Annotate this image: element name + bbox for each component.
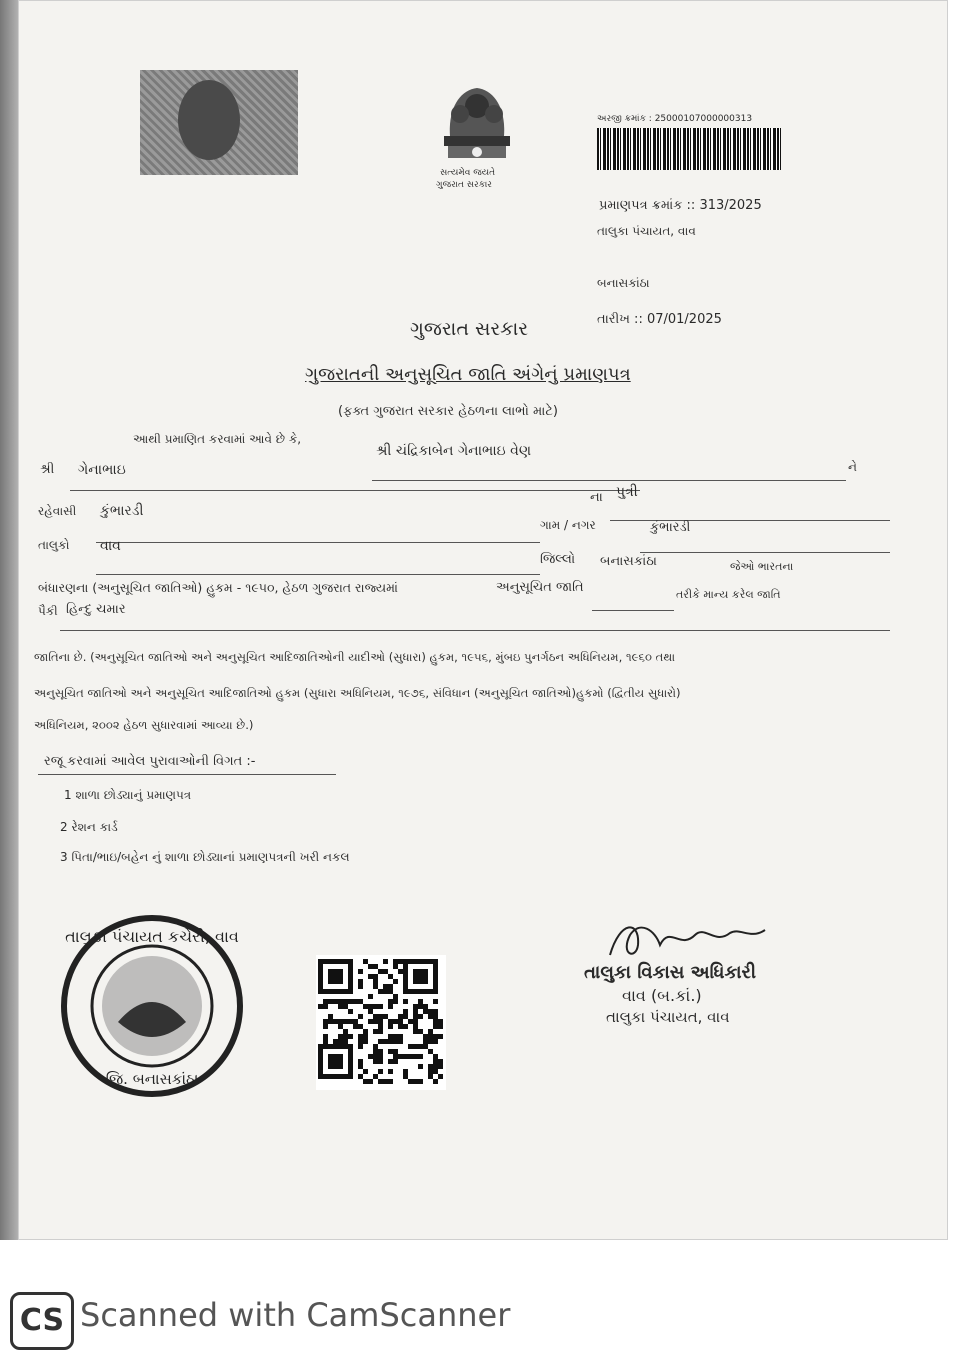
emblem-caption-1: સત્યમેવ જયતે [440, 168, 496, 178]
qr-module [378, 1069, 383, 1074]
evidence-item-2: 2 રેશન કાર્ડ [60, 820, 118, 834]
residence-label: રહેવાસી [38, 504, 77, 518]
header-office: તાલુકા પંચાયત, વાવ [597, 224, 696, 238]
qr-module [388, 1024, 393, 1029]
taluka-value: વાવ [100, 538, 121, 554]
qr-module [383, 959, 388, 964]
qr-module [378, 1029, 383, 1034]
paragraph-line-3: અધિનિયમ, ૨૦૦૨ હેઠળ સુધારવામાં આવ્યા છે.) [34, 718, 254, 732]
paragraph-line-1: જાતિના છે. (અનુસૂચિત જાતિઓ અને અનુસૂચિત આદિજાતિઓની યાદીઓ (સુધારા) હુકમ, ૧૯૫૬, મુંબઇ પુનર્ગઠન અધિનિયમ, ૧૯૬૦ તથા [34, 650, 676, 664]
qr-module [403, 1024, 408, 1029]
applicant-name: શ્રી ચંદ્રિકાબેન ગેનાભાઇ વેણ [376, 443, 532, 459]
district-value: બનાસકાંઠા [600, 554, 657, 569]
evidence-item-3: 3 પિતા/ભાઇ/બહેન નું શાળા છોડ્યાનાં પ્રમાણપત્રની ખરી નકલ [60, 850, 350, 864]
qr-module [378, 1059, 383, 1064]
village-label: ગામ / નગર [540, 518, 596, 532]
qr-module [378, 1004, 383, 1009]
qr-module [438, 1074, 443, 1079]
constitution-line: બંધારણના (અનુસૂચિત જાતિઓ) હુકમ - ૧૯૫૦, હેઠળ ગુજરાત રાજ્યમાં [38, 580, 398, 595]
village-value: કુંભારડી [650, 520, 691, 535]
qr-module [418, 1054, 423, 1059]
certificate-subtitle: (ફક્ત ગુજરાત સરકાર હેઠળના લાભો માટે) [338, 404, 558, 419]
qr-module [388, 1004, 393, 1009]
qr-module [388, 1069, 393, 1074]
qr-module [438, 1034, 443, 1039]
camscanner-text: Scanned with CamScanner [80, 1296, 511, 1334]
qr-module [358, 969, 363, 974]
qr-module [328, 969, 343, 984]
qr-code [316, 955, 446, 1090]
caste-value: હિન્દુ ચમાર [66, 602, 126, 617]
certificate-number: પ્રમાણપત્ર ક્રમાંક :: 313/2025 [599, 198, 762, 213]
qr-module [418, 1079, 423, 1084]
sub-label: પૈકી [38, 604, 58, 618]
qr-module [403, 999, 408, 1004]
qr-module [393, 979, 398, 984]
qr-module [368, 994, 373, 999]
applicant-photo [140, 70, 298, 175]
qr-module [358, 984, 363, 989]
evidence-heading: રજૂ કરવામાં આવેલ પુરાવાઓની વિગત :- [44, 754, 256, 769]
evidence-item-1: 1 શાળા છોડ્યાનું પ્રમાણપત્ર [64, 788, 192, 802]
qr-module [433, 1079, 438, 1084]
qr-module [323, 1004, 328, 1009]
qr-module [393, 999, 398, 1004]
certificate-title: ગુજરાતની અનુસૂચિત જાતિ અંગેનું પ્રમાણપત્ર [305, 364, 631, 385]
qr-module [363, 1069, 368, 1074]
official-seal-stamp [58, 912, 246, 1100]
government-title: ગુજરાત સરકાર [410, 318, 529, 340]
district-label: જિલ્લો [540, 552, 576, 567]
shri-label: શ્રી [40, 462, 55, 477]
qr-module [438, 1064, 443, 1069]
qr-module [393, 1059, 398, 1064]
qr-module [348, 1009, 353, 1014]
camscanner-logo: CS [10, 1292, 74, 1350]
qr-module [368, 1079, 373, 1084]
barcode [597, 128, 781, 170]
qr-module [433, 1039, 438, 1044]
qr-module [348, 1034, 353, 1039]
handwritten-signature [600, 915, 770, 965]
qr-module [363, 1039, 368, 1044]
qr-module [418, 1014, 423, 1019]
qr-module [413, 969, 428, 984]
certify-prefix: આથી પ્રમાણિત કરવામાં આવે છે કે, [133, 432, 302, 446]
qr-module [328, 1054, 343, 1069]
relation-value: પુત્રી [616, 484, 638, 500]
stamp-bottom-text: જિ. બનાસકાંઠા [105, 1070, 199, 1088]
residence-value: કુંભારડી [100, 503, 144, 519]
signatory-office: તાલુકા પંચાયત, વાવ [606, 1008, 730, 1026]
paragraph-line-2: અનુસૂચિત જાતિઓ અને અનુસૂચિત આદિજાતિઓ હુકમ (સુધારા અધિનિયમ, ૧૯૭૬, સંવિધાન (અનુસૂચિત જાતિઓ)હુકમો (દ્વિતીય સુધારો) [34, 686, 681, 700]
signatory-place: વાવ (બ.કાં.) [622, 986, 702, 1005]
qr-module [418, 1064, 423, 1069]
qr-module [358, 1044, 363, 1049]
issue-date: તારીખ :: 07/01/2025 [597, 312, 722, 327]
qr-module [438, 1024, 443, 1029]
ne-suffix: ને [848, 460, 857, 474]
recognized-text: તરીકે માન્ય કરેલ જાતિ [676, 588, 781, 601]
qr-module [323, 1024, 328, 1029]
father-name: ગેનાભાઇ [78, 462, 126, 478]
taluka-label: તાલુકો [38, 538, 70, 552]
stamp-ring-text: તાલુકા પંચાયત કચેરી, વાવ [65, 927, 239, 946]
photo-face [178, 80, 240, 160]
sc-label: અનુસૂચિત જાતિ [496, 580, 584, 595]
application-number: અરજી ક્રમાંક : 25000107000000313 [597, 114, 753, 124]
emblem-caption-2: ગુજરાત સરકાર [436, 180, 492, 190]
qr-module [388, 1079, 393, 1084]
whom-text: જેઓ ભારતના [730, 560, 794, 573]
relation-label: ના [590, 490, 603, 505]
signatory-designation: તાલુકા વિકાસ અધિકારી [584, 962, 757, 983]
qr-module [358, 1014, 363, 1019]
header-district: બનાસકાંઠા [597, 276, 650, 290]
qr-module [398, 1039, 403, 1044]
qr-module [433, 999, 438, 1004]
